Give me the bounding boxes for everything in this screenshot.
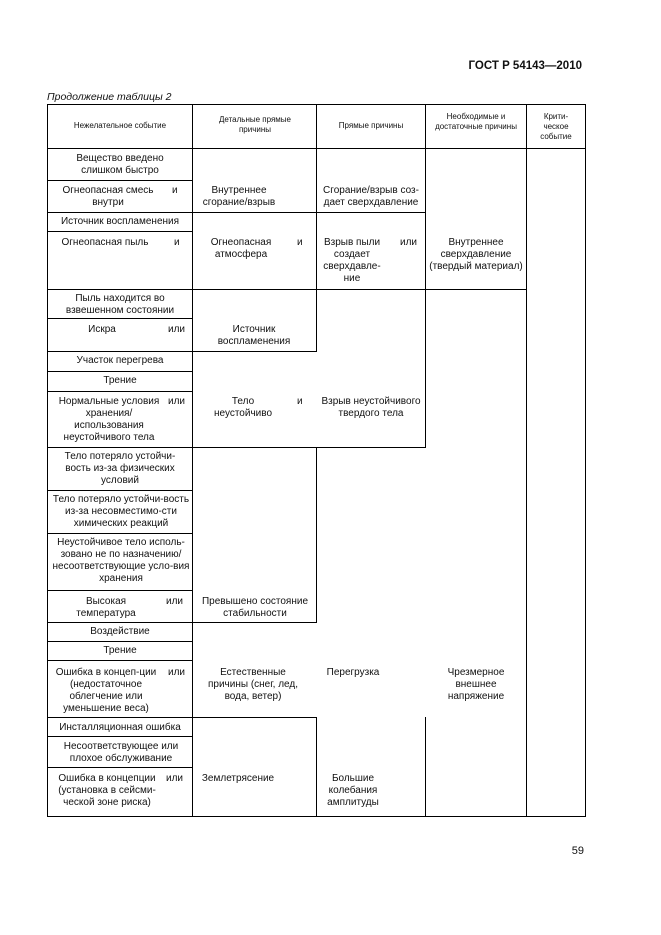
or-connector: или	[166, 596, 184, 607]
rule	[425, 148, 426, 448]
rule	[192, 104, 193, 149]
event-cell: Участок перегрева	[76, 355, 164, 366]
rule	[47, 104, 48, 817]
or-connector: или	[168, 396, 186, 407]
detailed-cause-cell: Источник воспламенения	[217, 324, 291, 347]
rule	[47, 533, 193, 534]
rule	[47, 212, 193, 213]
rule	[47, 391, 193, 392]
and-connector: и	[297, 237, 303, 248]
event-cell: Высокая температура	[76, 596, 136, 619]
rule	[316, 447, 317, 623]
event-cell: Искра	[88, 324, 116, 335]
event-cell: Вещество введено слишком быстро	[76, 153, 164, 176]
event-cell: Неустойчивое тело исполь-зовано не по назначению/ несоответствующие усло-вия хранения	[52, 537, 190, 584]
and-connector: и	[174, 237, 180, 248]
detailed-cause-cell: Землетрясение	[201, 773, 275, 784]
rule	[316, 447, 426, 448]
page-number: 59	[571, 845, 584, 857]
or-connector: или	[168, 324, 186, 335]
detailed-cause-cell: Тело неустойчиво	[213, 396, 273, 419]
rule	[425, 289, 527, 290]
event-cell: Тело потеряло устойчи-вость из-за физических условий	[64, 451, 176, 486]
rule	[47, 622, 193, 623]
event-cell: Ошибка в концеп-ции (недостаточное облегчение или уменьшение веса)	[55, 667, 157, 714]
event-cell: Огнеопасная смесь внутри	[62, 185, 154, 208]
rule	[192, 447, 317, 448]
direct-cause-cell: Перегрузка	[326, 667, 380, 678]
rule	[47, 231, 193, 232]
column-header: Необходимые и достаточные причины	[435, 112, 517, 131]
rule	[47, 660, 193, 661]
sufficient-cause-cell: Внутреннее сверхдавление (твердый материал)	[429, 237, 523, 272]
direct-cause-cell: Сгорание/взрыв соз-дает сверхдавление	[323, 185, 419, 208]
rule	[192, 351, 317, 352]
event-cell: Источник воспламенения	[60, 216, 180, 227]
direct-cause-cell: Взрыв неустойчивого твердого тела	[321, 396, 421, 419]
detailed-cause-cell: Естественные причины (снег, лед, вода, ветер)	[207, 667, 299, 702]
rule	[316, 717, 317, 817]
event-cell: Огнеопасная пыль	[61, 237, 149, 248]
direct-cause-cell: Большие колебания амплитуды	[327, 773, 379, 808]
and-connector: и	[297, 396, 303, 407]
rule	[425, 104, 426, 149]
event-cell: Пыль находится во взвешенном состоянии	[65, 293, 175, 316]
and-connector: и	[172, 185, 178, 196]
rule	[192, 622, 317, 623]
or-connector: или	[400, 237, 418, 248]
rule	[47, 318, 193, 319]
or-connector: или	[166, 773, 184, 784]
or-connector: или	[168, 667, 186, 678]
event-cell: Трение	[103, 375, 137, 386]
rule	[316, 289, 426, 290]
rule	[526, 104, 527, 149]
document-code: ГОСТ Р 54143—2010	[468, 60, 582, 72]
column-header: Прямые причины	[338, 121, 404, 130]
column-header: Крити-ческое событие	[540, 112, 572, 141]
table-caption: Продолжение таблицы 2	[47, 91, 172, 103]
event-cell: Ошибка в концепции (установка в сейсми-ческой зоне риска)	[58, 773, 156, 808]
rule	[585, 104, 586, 817]
rule	[192, 289, 317, 290]
event-cell: Тело потеряло устойчи-вость из-за несовместимо-сти химических реакций	[52, 494, 190, 529]
rule	[47, 490, 193, 491]
rule	[526, 148, 527, 817]
event-cell: Инсталляционная ошибка	[59, 722, 181, 733]
column-header: Нежелательное событие	[73, 121, 167, 130]
rule	[316, 148, 317, 352]
detailed-cause-cell: Огнеопасная атмосфера	[210, 237, 272, 260]
sufficient-cause-cell: Чрезмерное внешнее напряжение	[447, 667, 505, 702]
event-cell: Трение	[103, 645, 137, 656]
rule	[47, 590, 193, 591]
rule	[47, 447, 193, 448]
rule	[47, 351, 193, 352]
rule	[425, 717, 426, 817]
rule	[316, 212, 426, 213]
rule	[47, 736, 193, 737]
rule	[47, 641, 193, 642]
column-header: Детальные прямые причины	[218, 115, 292, 134]
rule	[47, 289, 193, 290]
rule	[47, 180, 193, 181]
detailed-cause-cell: Превышено состояние стабильности	[201, 596, 309, 619]
rule	[47, 371, 193, 372]
rule	[47, 767, 193, 768]
rule	[47, 717, 193, 718]
rule	[192, 212, 317, 213]
event-cell: Несоответствующее или плохое обслуживание	[63, 741, 179, 764]
detailed-cause-cell: Внутреннее сгорание/взрыв	[202, 185, 276, 208]
event-cell: Воздействие	[90, 626, 150, 637]
event-cell: Нормальные условия хранения/ использования неустойчивого тела	[58, 396, 160, 443]
rule	[192, 717, 317, 718]
direct-cause-cell: Взрыв пыли создает сверхдавле-ние	[323, 237, 381, 284]
